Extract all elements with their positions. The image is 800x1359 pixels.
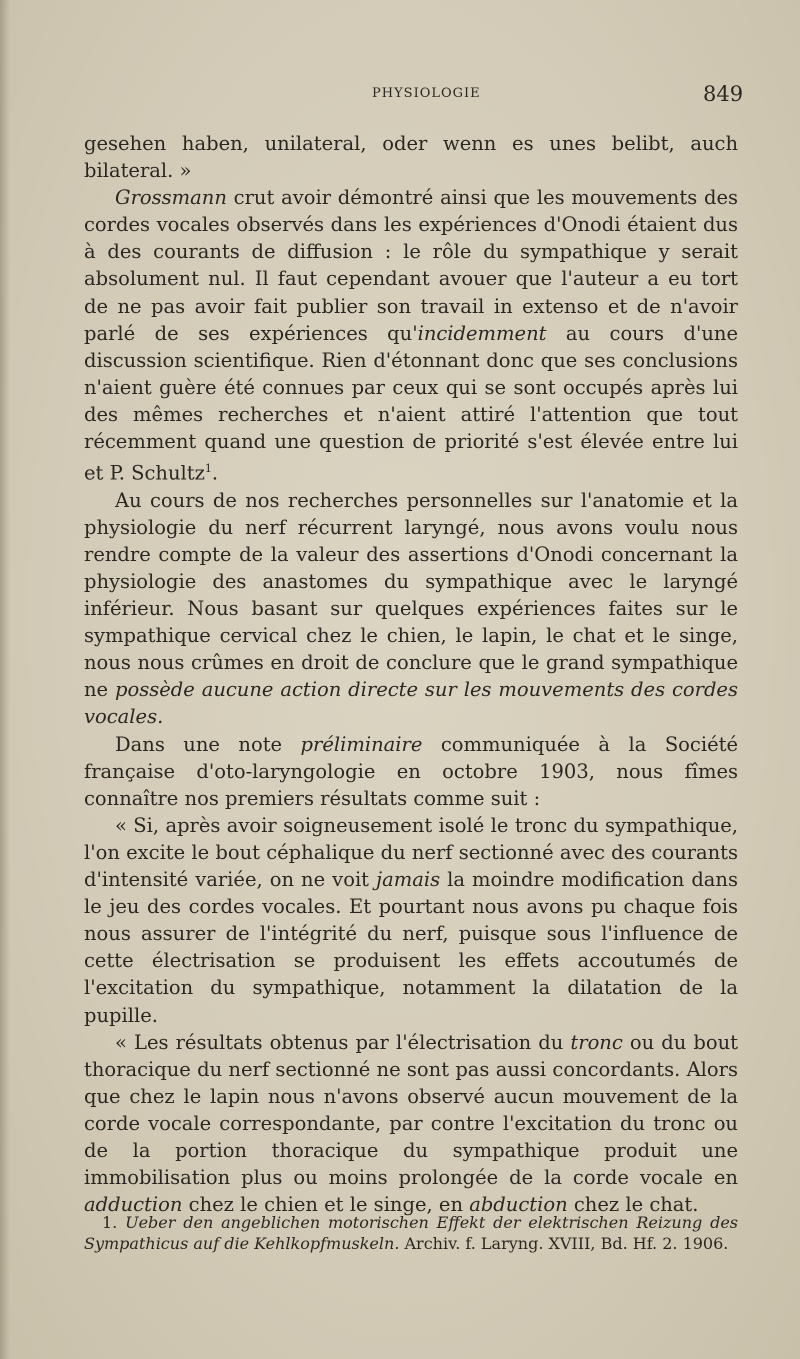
page-number: 849 [703, 82, 744, 106]
footnote-marker: 1 [204, 462, 212, 476]
body-text [84, 130, 738, 1218]
paragraph-6: « Les résultats obtenus par l'électrisation du tronc ou du bout thoracique du nerf sectionné ne sont pas aussi concordants. Alors que chez le lapin nous n'avons observé aucun mouvement de la corde vocale correspondante, par contre l'excitation du tronc ou de la portion thoracique du sympathique produit une immobilisation plus ou moins prolongée de la corde vocale en adduction chez le chien et le singe, en abduction chez le chat. [84, 1030, 738, 1217]
footnote-1: 1. Ueber den angeblichen motorischen Effekt der elektrischen Reizung des Sympathicus auf die Kehlkopfmuskeln. Archiv. f. Laryng. XVIII, Bd. Hf. 2. 1906. [84, 1213, 738, 1253]
paragraph-5: « Si, après avoir soigneusement isolé le tronc du sympathique, l'on excite le bout céphalique du nerf sectionné avec des courants d'intensité variée, on ne voit jamais la moindre modification dans le jeu des cordes vocales. Et pourtant nous avons pu chaque fois nous assurer de l'intégrité du nerf, puisque sous l'influence de cette électrisation se produisent les effets accoutumés de l'excitation du sympathique, notamment la dilatation de la pupille. [84, 813, 738, 1027]
paragraph-2: Grossmann crut avoir démontré ainsi que les mouvements des cordes vocales observés dans les expériences d'Onodi étaient dus à des courants de diffusion : le rôle du sympathique y serait absolument nul. Il faut cependant avouer que l'auteur a eu tort de ne pas avoir fait publier son travail in extenso et de n'avoir parlé de ses expériences qu'incidemment au cours d'une discussion scientifique. Rien d'étonnant donc que ses conclusions n'aient guère été connues par ceux qui se sont occupés après lui des mêmes recherches et n'aient attiré l'attention que tout récemment quand une question de priorité s'est élevée entre lui et P. Schultz$^1$. [84, 186, 738, 485]
running-title: PHYSIOLOGIE [372, 86, 481, 101]
page-edge-shadow [0, 0, 10, 1359]
author-name: Grossmann [115, 186, 227, 210]
footnote-title: Ueber den angeblichen motorischen Effekt der elektrischen Reizung des Sympathicus auf die Kehlkopfmuskeln. [84, 1213, 738, 1253]
paragraph-3: Au cours de nos recherches personnelles sur l'anatomie et la physiologie du nerf récurrent laryngé, nous avons voulu nous rendre compte de la valeur des assertions d'Onodi concernant la physiologie des anastomes du sympathique avec le laryngé inférieur. Nous basant sur quelques expériences faites sur le sympathique cervical chez le chien, le lapin, le chat et le singe, nous nous crûmes en droit de conclure que le grand sympathique ne possède aucune action directe sur les mouvements des cordes vocales. [84, 488, 738, 729]
paragraph-4: Dans une note préliminaire communiquée à la Société française d'oto-laryngologie en octobre 1903, nous fîmes connaître nos premiers résultats comme suit : [84, 732, 738, 810]
footnote [84, 1212, 738, 1254]
paragraph-1: gesehen haben, unilateral, oder wenn es unes belibt, auch bilateral. » [84, 132, 738, 183]
footnote-source: Archiv. f. Laryng. XVIII, Bd. Hf. 2. 1906. [399, 1234, 729, 1253]
